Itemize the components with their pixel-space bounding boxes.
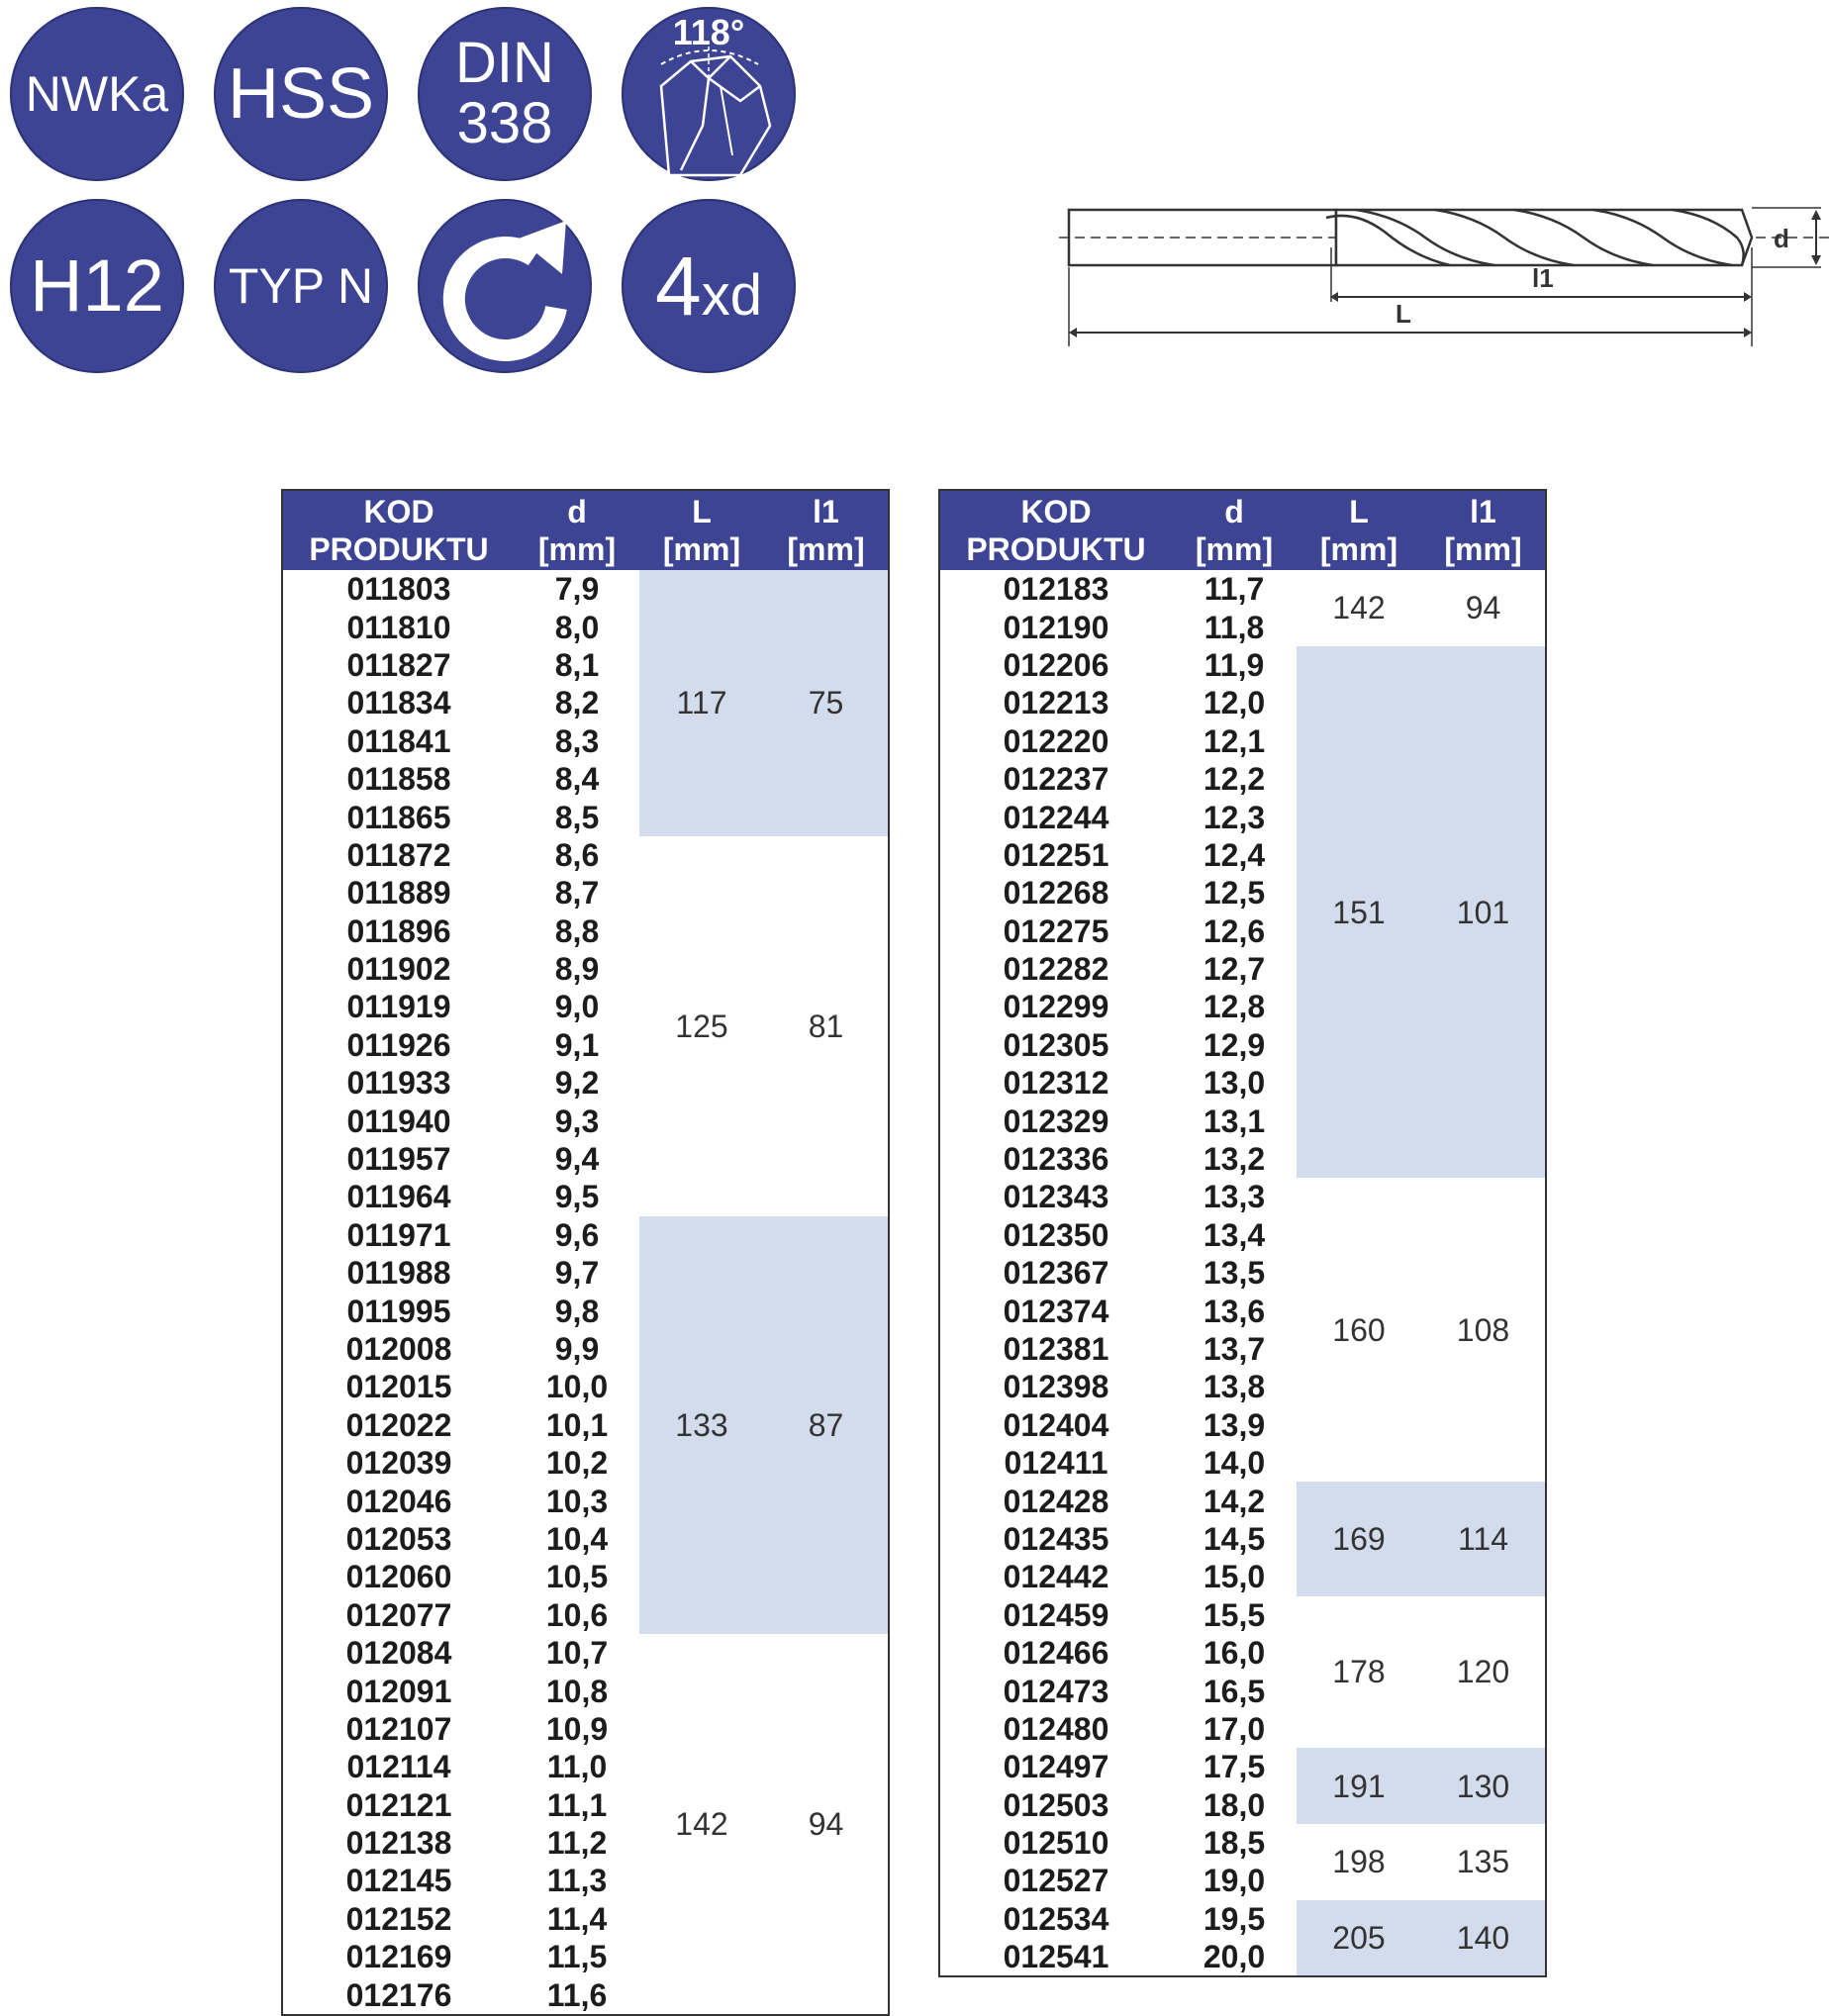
product-code: 012145 — [345, 1863, 452, 1899]
table-row — [282, 1216, 889, 1254]
badge-din-line2: 338 — [456, 91, 553, 155]
table-row — [282, 1634, 889, 1672]
product-code: 012442 — [1003, 1559, 1109, 1595]
product-code: 012213 — [1003, 685, 1109, 721]
product-code: 011803 — [346, 571, 451, 608]
diameter-value: 9,3 — [554, 1103, 600, 1139]
col-header-kod — [939, 490, 1172, 570]
product-code: 012367 — [1003, 1255, 1109, 1292]
product-code: 012176 — [345, 1976, 452, 2013]
diameter-value: 12,5 — [1203, 875, 1266, 912]
product-code: 012220 — [1003, 722, 1109, 759]
diameter-value: 9,0 — [554, 989, 600, 1025]
product-code: 012084 — [345, 1635, 452, 1672]
badge-din-line1: DIN — [455, 31, 554, 96]
length-working-value: 81 — [808, 1008, 844, 1044]
product-code: 012244 — [1003, 799, 1109, 835]
product-code: 012374 — [1003, 1293, 1109, 1329]
length-working-value: 94 — [1465, 590, 1501, 626]
diameter-value: 19,0 — [1203, 1863, 1266, 1899]
diameter-value: 10,3 — [545, 1483, 609, 1519]
product-code: 011926 — [346, 1026, 451, 1063]
diameter-value: 15,5 — [1203, 1596, 1266, 1633]
product-code: 012503 — [1003, 1786, 1109, 1823]
product-code: 012459 — [1003, 1596, 1109, 1633]
col-header-kod-line1: KOD — [1020, 494, 1092, 529]
diameter-value: 12,9 — [1203, 1026, 1266, 1063]
product-table-right — [938, 489, 1547, 1977]
product-code: 011971 — [346, 1216, 451, 1253]
badge-ratio-main: 4 — [655, 240, 702, 333]
length-total-value: 191 — [1297, 1748, 1421, 1824]
product-code: 012343 — [1003, 1179, 1109, 1215]
product-code: 012435 — [1003, 1520, 1109, 1557]
length-working-value: 108 — [1456, 1311, 1510, 1348]
badge-ratio-small: xd — [701, 263, 762, 328]
diameter-value: 13,1 — [1203, 1103, 1266, 1139]
diameter-value: 9,5 — [554, 1179, 600, 1215]
table-row — [939, 1748, 1546, 1785]
badge-nwka-text: NWKa — [25, 66, 169, 122]
product-code: 012022 — [345, 1406, 452, 1443]
diameter-value: 13,2 — [1203, 1141, 1266, 1178]
diagram-d-label: d — [1774, 224, 1789, 253]
table-header — [939, 490, 1546, 570]
diameter-value: 10,4 — [545, 1520, 609, 1557]
product-code: 011889 — [346, 875, 451, 912]
product-code: 011834 — [346, 685, 451, 721]
length-working-value: 114 — [1421, 1482, 1546, 1595]
badge-typ-n-text: TYP N — [228, 258, 374, 314]
diameter-value: 12,0 — [1203, 685, 1266, 721]
length-working-value: 120 — [1456, 1654, 1510, 1690]
diameter-value: 8,5 — [554, 799, 600, 835]
col-header-d-line2: [mm] — [537, 531, 617, 567]
col-header-L-line2: [mm] — [1319, 531, 1398, 567]
product-code: 011896 — [346, 912, 451, 949]
col-header-l1-line1: l1 — [1470, 494, 1496, 529]
product-code: 012060 — [345, 1559, 452, 1595]
diameter-value: 8,3 — [554, 722, 600, 759]
product-code: 012152 — [345, 1900, 452, 1937]
product-code: 011964 — [346, 1179, 451, 1215]
diameter-value: 8,2 — [554, 685, 600, 721]
diameter-value: 18,5 — [1203, 1825, 1266, 1862]
diameter-value: 8,1 — [554, 646, 600, 683]
badge-din — [418, 7, 592, 181]
length-total-value: 142 — [675, 1805, 728, 1842]
product-code: 012480 — [1003, 1710, 1109, 1747]
diameter-value: 11,5 — [546, 1939, 608, 1975]
product-code: 011858 — [346, 761, 451, 798]
col-header-L-line1: L — [1349, 494, 1369, 529]
diameter-value: 11,0 — [546, 1749, 608, 1785]
product-code: 012121 — [345, 1786, 452, 1823]
badge-hss-text: HSS — [227, 54, 375, 134]
product-code: 011841 — [346, 722, 451, 759]
diameter-value: 12,1 — [1203, 722, 1266, 759]
col-header-L — [1297, 490, 1421, 570]
col-header-l1-line2: [mm] — [787, 531, 865, 567]
table-row — [282, 836, 889, 874]
badge-rotation — [418, 199, 592, 373]
diameter-value: 10,1 — [545, 1406, 609, 1443]
length-total-value: 198 — [1332, 1844, 1386, 1880]
product-code: 012497 — [1003, 1749, 1109, 1785]
col-header-L-line1: L — [692, 494, 712, 529]
product-code: 012510 — [1003, 1825, 1109, 1862]
diameter-value: 16,5 — [1203, 1673, 1266, 1709]
diameter-value: 12,7 — [1203, 951, 1266, 988]
diameter-value: 9,6 — [554, 1216, 600, 1253]
length-working-value: 75 — [764, 570, 889, 836]
diameter-value: 17,0 — [1203, 1710, 1266, 1747]
table-row — [939, 646, 1546, 684]
diameter-value: 11,4 — [546, 1900, 608, 1937]
product-code: 012336 — [1003, 1141, 1109, 1178]
product-code: 012381 — [1003, 1331, 1109, 1367]
length-working-value: 94 — [808, 1805, 844, 1842]
length-total-value: 178 — [1332, 1654, 1386, 1690]
product-code: 012299 — [1003, 989, 1109, 1025]
diameter-value: 8,6 — [554, 836, 600, 873]
badge-h12 — [10, 199, 184, 373]
length-total-value: 142 — [1332, 590, 1386, 626]
product-code: 012206 — [1003, 646, 1109, 683]
product-code: 012428 — [1003, 1483, 1109, 1519]
diameter-value: 11,7 — [1203, 571, 1265, 608]
diameter-value: 12,2 — [1203, 761, 1266, 798]
col-header-L-line2: [mm] — [662, 531, 741, 567]
diameter-value: 10,7 — [545, 1635, 609, 1672]
diameter-value: 10,9 — [545, 1710, 609, 1747]
clockwise-arrow-icon — [418, 199, 592, 373]
product-code: 012091 — [345, 1673, 452, 1709]
diameter-value: 13,5 — [1203, 1255, 1266, 1292]
diagram-L-label: L — [1396, 299, 1411, 329]
col-header-d-line1: d — [1224, 494, 1244, 529]
product-code: 012114 — [346, 1749, 451, 1785]
length-working-value: 101 — [1421, 646, 1546, 1178]
diameter-value: 14,2 — [1203, 1483, 1266, 1519]
table-row — [939, 1824, 1546, 1862]
diameter-value: 12,6 — [1203, 912, 1266, 949]
product-code: 012138 — [345, 1825, 452, 1862]
col-header-kod-line1: KOD — [363, 494, 434, 529]
product-code: 012329 — [1003, 1103, 1109, 1139]
product-table-left — [281, 489, 890, 2016]
diameter-value: 20,0 — [1203, 1939, 1266, 1975]
badge-length-ratio — [622, 199, 796, 373]
product-code: 012527 — [1003, 1863, 1109, 1899]
table-row — [939, 1596, 1546, 1634]
diameter-value: 11,6 — [546, 1976, 608, 2013]
col-header-d-line1: d — [567, 494, 587, 529]
diameter-value: 19,5 — [1203, 1900, 1266, 1937]
diameter-value: 11,1 — [546, 1786, 608, 1823]
product-code: 011865 — [346, 799, 451, 835]
product-code: 012183 — [1003, 571, 1109, 608]
col-header-d — [1172, 490, 1297, 570]
product-code: 012169 — [345, 1939, 452, 1975]
table-row — [939, 1178, 1546, 1215]
product-code: 011827 — [346, 646, 451, 683]
product-code: 012275 — [1003, 912, 1109, 949]
diameter-value: 14,5 — [1203, 1520, 1266, 1557]
diameter-value: 8,9 — [554, 951, 600, 988]
length-total-value: 125 — [675, 1008, 728, 1044]
product-code: 011872 — [346, 836, 451, 873]
col-header-d-line2: [mm] — [1195, 531, 1274, 567]
diameter-value: 9,4 — [554, 1141, 600, 1178]
diameter-value: 13,4 — [1203, 1216, 1266, 1253]
table-header — [282, 490, 889, 570]
diameter-value: 17,5 — [1203, 1749, 1266, 1785]
diameter-value: 10,5 — [545, 1559, 609, 1595]
diameter-value: 13,9 — [1203, 1406, 1266, 1443]
diameter-value: 13,8 — [1203, 1369, 1266, 1405]
product-code: 012251 — [1003, 836, 1109, 873]
length-total-value: 205 — [1297, 1900, 1421, 1977]
product-code: 012008 — [345, 1331, 452, 1367]
diameter-value: 8,8 — [554, 912, 600, 949]
product-code: 012046 — [345, 1483, 452, 1519]
product-code: 011933 — [346, 1065, 451, 1102]
product-code: 012015 — [345, 1369, 452, 1405]
product-code: 012411 — [1004, 1445, 1108, 1482]
diameter-value: 13,6 — [1203, 1293, 1266, 1329]
product-code: 012053 — [345, 1520, 452, 1557]
diameter-value: 8,4 — [554, 761, 600, 798]
product-code: 012237 — [1003, 761, 1109, 798]
product-code: 012039 — [345, 1445, 452, 1482]
length-working-value: 87 — [764, 1216, 889, 1634]
table-row — [282, 570, 889, 608]
product-code: 012282 — [1003, 951, 1109, 988]
product-code: 012305 — [1003, 1026, 1109, 1063]
diameter-value: 11,3 — [546, 1863, 608, 1899]
drill-dimension-diagram — [1059, 188, 1829, 346]
product-code: 012398 — [1003, 1369, 1109, 1405]
diameter-value: 8,0 — [554, 609, 600, 645]
diameter-value: 9,1 — [554, 1026, 600, 1063]
diameter-value: 9,7 — [554, 1255, 600, 1292]
product-code: 011940 — [346, 1103, 451, 1139]
product-code: 011988 — [346, 1255, 451, 1292]
diameter-value: 11,2 — [546, 1825, 608, 1862]
diameter-value: 14,0 — [1203, 1445, 1266, 1482]
diagram-l1-label: l1 — [1532, 263, 1554, 293]
col-header-l1-line2: [mm] — [1444, 531, 1522, 567]
table-row — [939, 1482, 1546, 1519]
length-working-value: 135 — [1456, 1844, 1510, 1880]
badge-hss — [214, 7, 388, 181]
diameter-value: 10,0 — [545, 1369, 609, 1405]
diameter-value: 15,0 — [1203, 1559, 1266, 1595]
diameter-value: 12,3 — [1203, 799, 1266, 835]
badge-angle-text: 118° — [672, 12, 745, 52]
diameter-value: 10,8 — [545, 1673, 609, 1709]
badge-typ-n — [214, 199, 388, 373]
product-code: 012312 — [1003, 1065, 1109, 1102]
diameter-value: 13,7 — [1203, 1331, 1266, 1367]
diameter-value: 13,0 — [1203, 1065, 1266, 1102]
product-code: 012077 — [345, 1596, 452, 1633]
length-total-value: 160 — [1332, 1311, 1386, 1348]
col-header-kod-line2: PRODUKTU — [966, 531, 1146, 567]
col-header-l1 — [1421, 490, 1546, 570]
length-working-value: 130 — [1421, 1748, 1546, 1824]
diameter-value: 11,8 — [1203, 609, 1265, 645]
product-code: 012350 — [1003, 1216, 1109, 1253]
product-code: 012404 — [1003, 1406, 1109, 1443]
table-body-right — [939, 570, 1546, 1976]
col-header-l1-line1: l1 — [813, 494, 839, 529]
product-code: 012473 — [1003, 1673, 1109, 1709]
diameter-value: 7,9 — [554, 571, 600, 608]
col-header-L — [639, 490, 764, 570]
product-code: 011810 — [346, 609, 451, 645]
product-code: 012107 — [345, 1710, 452, 1747]
length-working-value: 140 — [1421, 1900, 1546, 1977]
diameter-value: 12,8 — [1203, 989, 1266, 1025]
col-header-l1 — [764, 490, 889, 570]
table-body-left — [282, 570, 889, 2015]
col-header-kod-line2: PRODUKTU — [309, 531, 489, 567]
diameter-value: 8,7 — [554, 875, 600, 912]
diameter-value: 18,0 — [1203, 1786, 1266, 1823]
length-total-value: 117 — [639, 570, 764, 836]
product-code: 012268 — [1003, 875, 1109, 912]
product-code: 012541 — [1003, 1939, 1109, 1975]
badge-point-angle — [622, 7, 796, 181]
diameter-value: 10,2 — [545, 1445, 609, 1482]
product-code: 012466 — [1003, 1635, 1109, 1672]
table-row — [939, 570, 1546, 608]
diameter-value: 13,3 — [1203, 1179, 1266, 1215]
diameter-value: 12,4 — [1203, 836, 1266, 873]
badge-h12-text: H12 — [30, 244, 164, 327]
badge-ratio-text — [655, 240, 762, 333]
diameter-value: 9,2 — [554, 1065, 600, 1102]
product-code: 011957 — [346, 1141, 451, 1178]
length-total-value: 151 — [1297, 646, 1421, 1178]
badge-nwka — [10, 7, 184, 181]
product-code: 011902 — [346, 951, 451, 988]
product-code: 012534 — [1003, 1900, 1109, 1937]
diameter-value: 9,8 — [554, 1293, 600, 1329]
diameter-value: 9,9 — [554, 1331, 600, 1367]
diameter-value: 16,0 — [1203, 1635, 1266, 1672]
length-total-value: 133 — [639, 1216, 764, 1634]
product-code: 011919 — [346, 989, 451, 1025]
col-header-d — [515, 490, 639, 570]
product-code: 011995 — [346, 1293, 451, 1329]
col-header-kod — [282, 490, 515, 570]
diameter-value: 11,9 — [1203, 646, 1265, 683]
diameter-value: 10,6 — [545, 1596, 609, 1633]
product-code: 012190 — [1003, 609, 1109, 645]
table-row — [939, 1900, 1546, 1938]
length-total-value: 169 — [1297, 1482, 1421, 1595]
